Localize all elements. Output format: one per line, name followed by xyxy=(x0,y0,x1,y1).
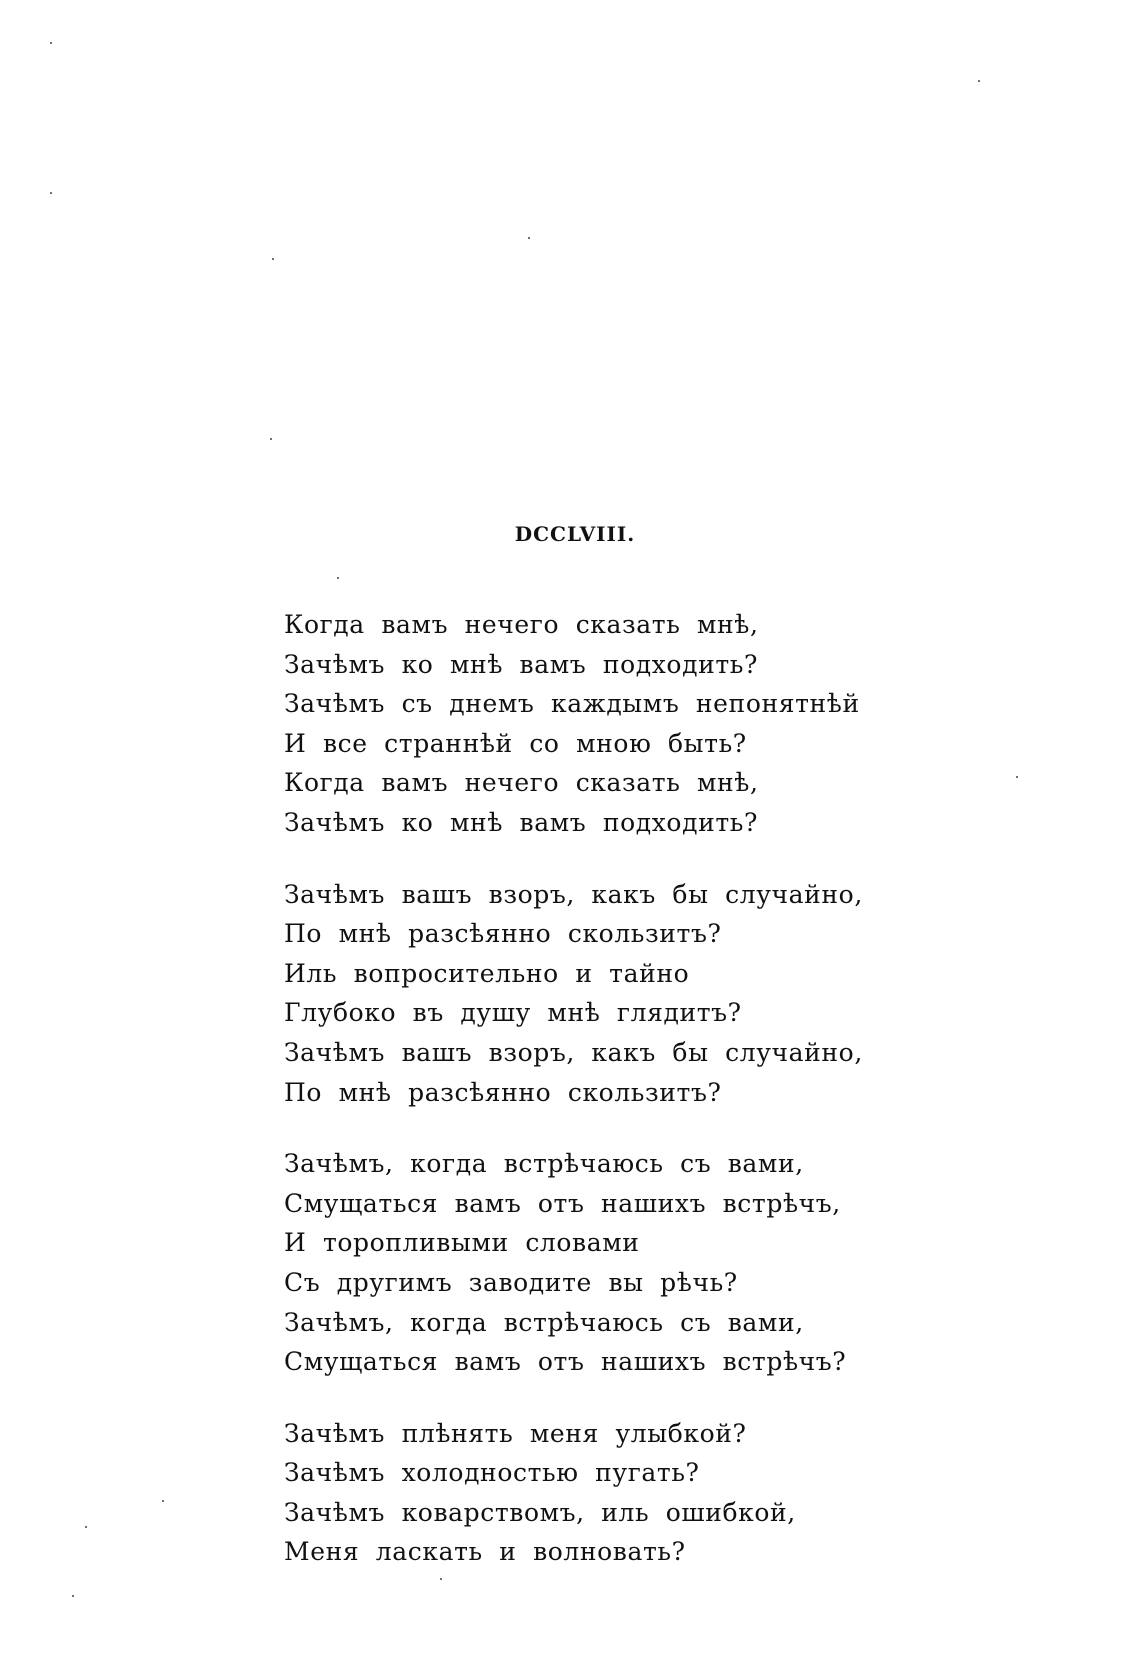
scan-speck xyxy=(978,80,980,82)
poem-line: Смущаться вамъ отъ нашихъ встрѣчъ, xyxy=(284,1188,841,1218)
poem-line: Зачѣмъ ко мнѣ вамъ подходить? xyxy=(284,807,758,837)
stanza xyxy=(284,1144,1004,1382)
poem-line: Зачѣмъ съ днемъ каждымъ непонятнѣй xyxy=(284,689,860,719)
scan-speck xyxy=(50,42,52,44)
scan-speck xyxy=(1016,776,1018,778)
scan-speck xyxy=(440,1578,442,1580)
poem-line: Иль вопросительно и тайно xyxy=(284,958,690,988)
poem-line: По мнѣ разсѣянно скользитъ? xyxy=(284,1077,722,1107)
scan-speck xyxy=(337,577,339,579)
scan-speck xyxy=(85,1526,87,1528)
poem-body xyxy=(284,605,1004,1572)
poem-line: Зачѣмъ холодностью пугать? xyxy=(284,1458,700,1488)
poem-line: И торопливыми словами xyxy=(284,1228,640,1258)
poem-line: Съ другимъ заводите вы рѣчь? xyxy=(284,1267,738,1297)
poem-line: Зачѣмъ ко мнѣ вамъ подходить? xyxy=(284,649,758,679)
stanza xyxy=(284,605,1004,843)
poem-line: Зачѣмъ, когда встрѣчаюсь съ вами, xyxy=(284,1149,804,1179)
stanza-break xyxy=(284,1112,1004,1144)
poem-line: Когда вамъ нечего сказать мнѣ, xyxy=(284,610,759,639)
poem-line: Зачѣмъ плѣнять меня улыбкой? xyxy=(284,1418,747,1448)
poem-line: Когда вамъ нечего сказать мнѣ, xyxy=(284,768,759,798)
stanza-break xyxy=(284,843,1004,875)
poem-line: И все страннѣй со мною быть? xyxy=(284,728,747,758)
poem-number-heading: DCCLVIII. xyxy=(514,522,636,546)
poem-line: Смущаться вамъ отъ нашихъ встрѣчъ? xyxy=(284,1347,847,1377)
poem-line: Зачѣмъ вашъ взоръ, какъ бы случайно, xyxy=(284,1037,863,1067)
scan-speck xyxy=(270,438,272,440)
stanza xyxy=(284,1414,1004,1572)
scan-speck xyxy=(162,1500,164,1502)
poem-line: Зачѣмъ коварствомъ, иль ошибкой, xyxy=(284,1497,796,1527)
poem-line: По мнѣ разсѣянно скользитъ? xyxy=(284,919,722,949)
poem-line: Глубоко въ душу мнѣ глядитъ? xyxy=(284,998,742,1028)
scan-speck xyxy=(272,258,274,260)
poem-line: Меня ласкать и волновать? xyxy=(284,1537,686,1567)
stanza-break xyxy=(284,1382,1004,1414)
poem-line: Зачѣмъ вашъ взоръ, какъ бы случайно, xyxy=(284,879,863,909)
stanza xyxy=(284,875,1004,1113)
scan-speck xyxy=(528,237,530,239)
poem-line: Зачѣмъ, когда встрѣчаюсь съ вами, xyxy=(284,1307,804,1337)
scan-speck xyxy=(50,192,52,194)
scan-speck xyxy=(72,1595,74,1597)
